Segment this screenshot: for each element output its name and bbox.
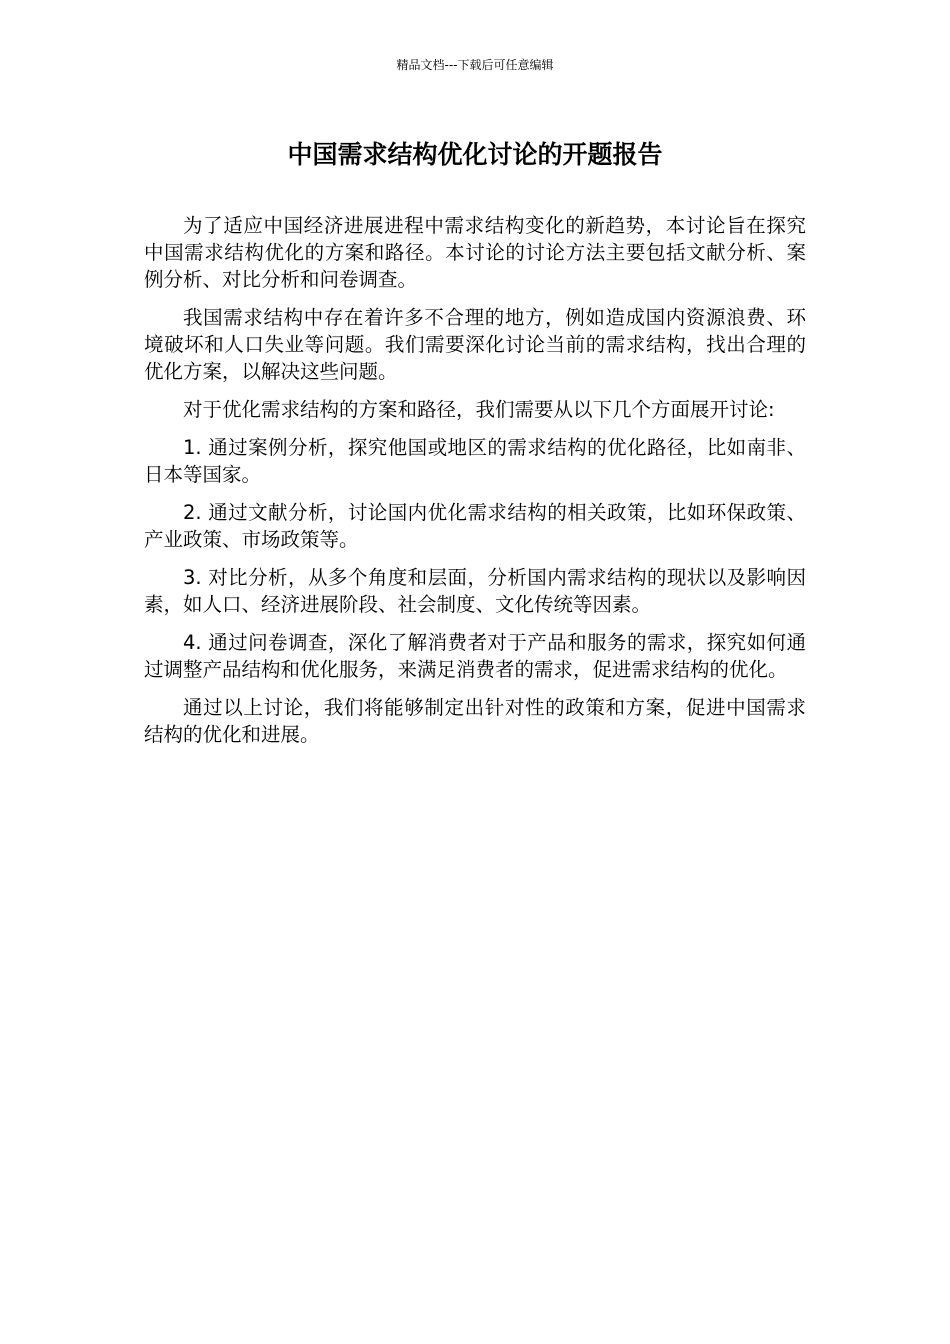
problem-paragraph: 我国需求结构中存在着许多不合理的地方，例如造成国内资源浪费、环境破坏和人口失业等问题。我们需要深化讨论当前的需求结构，找出合理的优化方案，以解决这些问题。 xyxy=(144,306,806,383)
intro-paragraph: 为了适应中国经济进展进程中需求结构变化的新趋势，本讨论旨在探究中国需求结构优化的方案和路径。本讨论的讨论方法主要包括文献分析、案例分析、对比分析和问卷调查。 xyxy=(144,214,806,291)
document-body xyxy=(144,212,806,759)
document-title: 中国需求结构优化讨论的开题报告 xyxy=(287,140,663,169)
approach-paragraph: 对于优化需求结构的方案和路径，我们需要从以下几个方面展开讨论: xyxy=(183,398,775,421)
list-item-3: 3. 对比分析，从多个角度和层面，分析国内需求结构的现状以及影响因素，如人口、经济进展阶段、社会制度、文化传统等因素。 xyxy=(144,566,806,616)
conclusion-paragraph: 通过以上讨论，我们将能够制定出针对性的政策和方案，促进中国需求结构的优化和进展。 xyxy=(144,696,806,746)
list-item-4: 4. 通过问卷调查，深化了解消费者对于产品和服务的需求，探究如何通过调整产品结构和优化服务，来满足消费者的需求，促进需求结构的优化。 xyxy=(144,631,806,681)
list-item-2: 2. 通过文献分析，讨论国内优化需求结构的相关政策，比如环保政策、产业政策、市场政策等。 xyxy=(144,501,806,551)
list-item-1: 1. 通过案例分析，探究他国或地区的需求结构的优化路径，比如南非、日本等国家。 xyxy=(144,436,806,486)
page-header: 精品文档---下载后可任意编辑 xyxy=(396,58,554,72)
